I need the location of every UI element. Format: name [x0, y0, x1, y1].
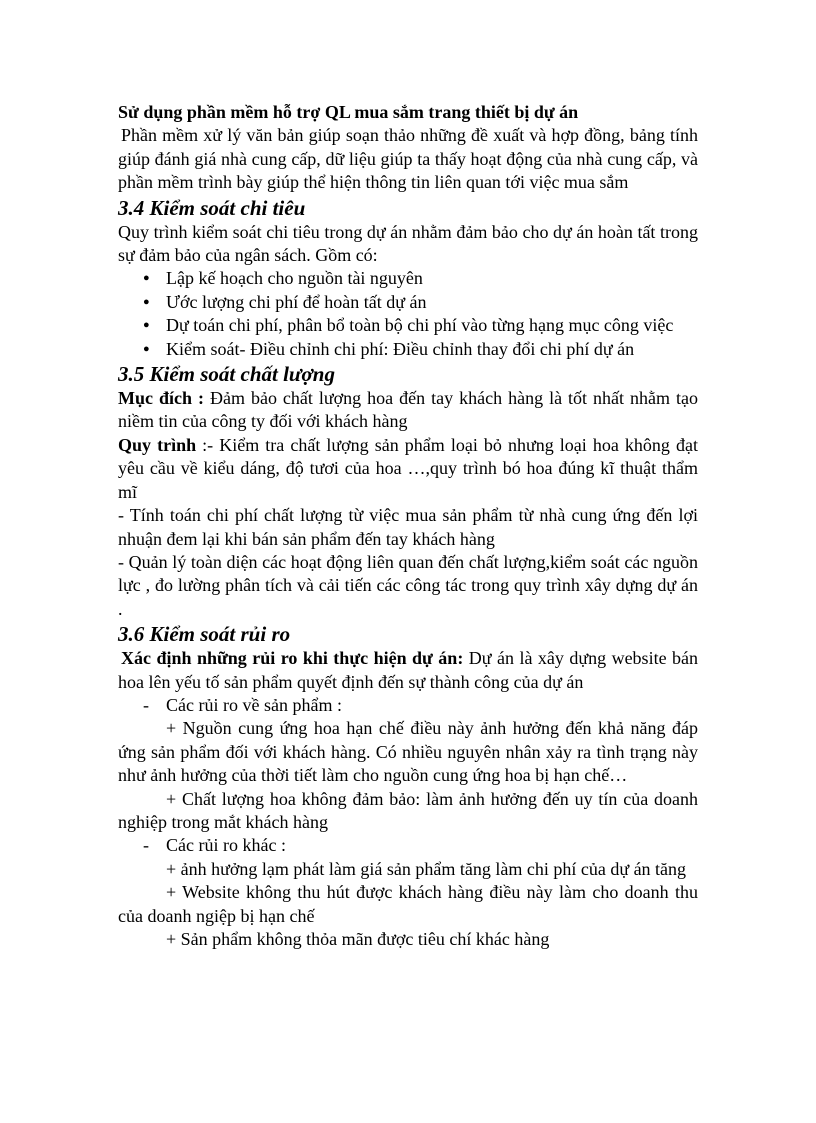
purchasing-title: Sử dụng phần mềm hỗ trợ QL mua sắm trang thiết bị dự án: [118, 102, 579, 122]
section-3-4-heading: 3.4 Kiểm soát chi tiêu: [118, 195, 306, 220]
process-text: :- Kiểm tra chất lượng sản phẩm loại bỏ nhưng loại hoa không đạt yêu cầu về kiểu dáng, độ tươi của hoa …,quy trình bó hoa đúng kĩ thuật thẩm mĩ: [118, 434, 698, 502]
section-3-4-intro: Quy trình kiểm soát chi tiêu trong dự án nhằm đảm bảo cho dự án hoàn tất trong sự đảm bảo của ngân sách. Gồm có:: [118, 221, 698, 266]
purpose-label: Mục đích :: [118, 388, 204, 409]
identify-paragraph: [118, 647, 698, 694]
process-label: Quy trình: [118, 434, 197, 455]
product-risk-item: + Nguồn cung ứng hoa hạn chế điều này ảnh hưởng đến khả năng đáp ứng sản phẩm đối với khách hàng. Có nhiều nguyên nhân xảy ra tình trạng này như ảnh hưởng của thời tiết làm cho nguồn cung ứng hoa bị hạn chế…: [118, 718, 698, 786]
other-risk-item: + ảnh hưởng lạm phát làm giá sản phẩm tăng làm chi phí của dự án tăng: [166, 858, 687, 879]
bullet-item: ● Kiểm soát- Điều chỉnh chi phí: Điều chỉnh thay đổi chi phí dự án: [118, 338, 698, 361]
identify-label: Xác định những rủi ro khi thực hiện dự án:: [121, 648, 464, 669]
quality-item: - Tính toán chi phí chất lượng từ việc mua sản phẩm từ nhà cung ứng đến lợi nhuận đem lại khi bán sản phẩm đến tay khách hàng: [118, 505, 698, 549]
section-3-6-heading: 3.6 Kiểm soát rủi ro: [118, 622, 291, 647]
product-risk-item: + Chất lượng hoa không đảm bảo: làm ảnh hưởng đến uy tín của doanh nghiệp trong mắt khách hàng: [118, 788, 698, 832]
product-risks-list: [118, 694, 698, 717]
other-risk-item: + Website không thu hút được khách hàng điều này làm cho doanh thu của doanh ngiệp bị hạn chế: [118, 882, 698, 926]
other-risks-label: - Các rủi ro khác :: [118, 834, 698, 857]
product-risks-label: - Các rủi ro về sản phẩm :: [118, 694, 698, 717]
bullet-item: ● Dự toán chi phí, phân bổ toàn bộ chi phí vào từng hạng mục công việc: [118, 314, 698, 337]
bullet-item: ● Ước lượng chi phí để hoàn tất dự án: [118, 291, 698, 314]
other-risk-item: + Sản phẩm không thỏa mãn được tiêu chí khác hàng: [166, 929, 550, 949]
process-paragraph: [118, 434, 698, 504]
purpose-paragraph: [118, 387, 698, 434]
section-3-5-heading: 3.5 Kiểm soát chất lượng: [118, 362, 335, 387]
bullet-item: ● Lập kế hoạch cho nguồn tài nguyên: [118, 267, 698, 290]
other-risks-list: [118, 834, 698, 857]
purchasing-paragraph: Phần mềm xử lý văn bản giúp soạn thảo những đề xuất và hợp đồng, bảng tính giúp đánh giá nhà cung cấp, dữ liệu giúp ta thấy hoạt động của nhà cung cấp, và phần mềm trình bày giúp thể hiện thông tin liên quan tới việc mua sắm: [118, 125, 698, 193]
quality-item: - Quản lý toàn diện các hoạt động liên quan đến chất lượng,kiểm soát các nguồn lực , đo lường phân tích và cải tiến các công tác trong quy trình xây dựng dự án .: [118, 551, 698, 619]
section-3-4-bullet-list: [118, 267, 698, 361]
identify-text: Dự án là xây dựng website bán hoa lên yếu tố sản phẩm quyết định đến sự thành công của dự án: [118, 648, 699, 692]
document-body: [118, 101, 698, 951]
purpose-text: Đảm bảo chất lượng hoa đến tay khách hàng là tốt nhất nhằm tạo niềm tin của công ty đối với khách hàng: [118, 388, 698, 432]
